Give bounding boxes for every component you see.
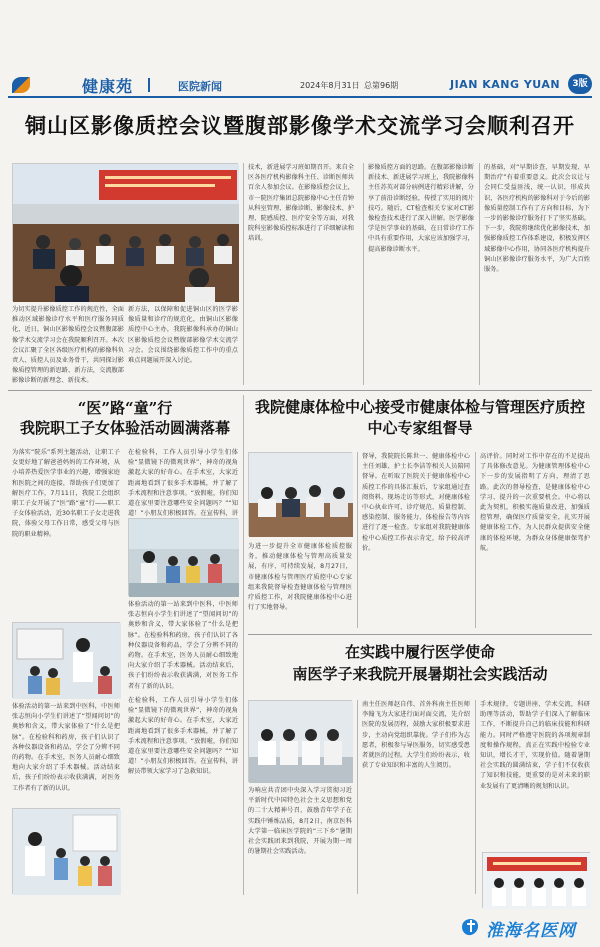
article3-column-2: 督导，我院院长陈世一、健康体检中心主任刘雄、护士长李洁等相关人员陪同督导。在听取了医院关于健康体检中心质控工作的具体汇报后，专家组通过查阅资料、现场走访等形式，对健康体检中心执业许可、诊疗规范、质量控制、感染控制、服务能力、体检报告等内容进行了逐一检查。专家组对我院健康体检中心质控工作表示肯定，给予较高评价。 [362,453,470,552]
column-divider [363,163,364,385]
issue-date: 2024年8月31日 [300,81,360,90]
article1-column-3: 技术，新进展学习班如期召开。来自全区各医疗机构影像科主任、诊断医师共百余人参加会议。在影像质控会议上，市一院医疗集团总院影像中心主任青钟从科室管理、影像诊断、影像技术、护理、院感质控、医疗安全等方面，对我院科室影像质控标准进行了详细解读和培训。 [248,164,354,243]
column-divider [357,700,358,894]
article4-column-2: 南主任医师赵自伟、首外科南主任医师李翰飞为大家进行面对面交流，先介绍医院的发展历程，鼓励大家积极要求进步，主动向党组织靠拢。学子们作为志愿者，积极参与导医服务，切实感受患者就医的过程。大学生们纷纷表示，收获了专业知识和丰富的人生阅历。 [362,701,470,770]
column-divider [243,395,244,895]
article4-headline-line2: 南医学子来我院开展暑期社会实践活动 [292,665,548,683]
column-divider [475,452,476,628]
article4-photo-2 [482,852,590,908]
column-divider [357,452,358,628]
article2-column-2: 在检验科，工作人员引导小学生们体验“显微镜下的微观世界”，神奇的视角激起大家的好奇心。在手术室，大家近距离地看到了很多手术器械，并了解了手术流程和注意事项。“放假啦，你们知道在家里要注意哪些安全问题吗？”“知道！”小朋友们积极回答。在宣传科，讲 [128,449,238,518]
masthead-divider [148,78,150,92]
article2-headline: 我院职工子女体验活动圆满落幕 [19,419,230,437]
section-name: 医院新闻 [178,80,222,93]
article4-headline-line1: 在实践中履行医学使命 [344,643,495,661]
article4-column-1: 为响应共青团中央深入学习贯彻习近平新时代中国特色社会主义思想和党的二十大精神号召，鼓励青年学子在实践中锤炼品质，8月2日，南京医科大学第一临床医学院的“三下乡”暑期社会实践团来到我院，开展为期一周的暑期社会实践活动。 [248,787,352,856]
article3-column-3: 高评价。同时对工作中存在的不足提出了具体修改意见。为健康管理体检中心下一步的发展指明了方向，理清了思路。此次的督导检查，是健康体检中心学习、提升的一次重要机会。中心将以此为契机，积极实施质量改进，加强质控管理，确保医疗质量安全，扎实开展健康体检工作，为人民群众提供安全健康的体检环境，为群众身体健康保驾护航。 [480,453,590,552]
children-in-clinic-image [13,809,121,895]
watermark-logo-icon [458,915,484,939]
masthead [8,72,592,98]
article3-headline [248,397,592,439]
article2-photo-3 [12,808,120,894]
article2-kicker: “医”路“童”行 [77,399,173,417]
section-divider [8,390,592,391]
column-divider [479,163,480,385]
article1-column-6: 的基础，对“早期诊查、早期发现、早期治疗”有着重要意义。此次会议让与会同仁受益匪浅，统一认识，形成共识，各医疗机构的影像科对于今后的影像质量控制工作有了方向和目标，为下一步的影像诊疗服务打下了坚实基础。下一步，我院将继续优化影像技术，加强影像质控工作体系建设，积极发挥区域影像中心作用，协同各医疗机构提升铜山区影像诊疗服务水平，为广大百姓服务。 [484,164,590,274]
article1-column-5: 影像质控方面的思路。在腹部影像诊断新技术、新进展学习班上，我院影像科主任苏英对部分病例进行精彩讲解，分享了前沿诊断经验，传授了实用的阅片技巧。随后，CT检查相关专家对CT影像检查技术进行了深入讲解。医学影像学是医学事业的基础，在日常诊疗工作中具有重要作用，大家应该加强学习，提高影像诊断水平。 [368,164,474,253]
article2-column-5: 在检验科，工作人员引导小学生们体验“显微镜下的微观世界”，神奇的视角激起大家的好奇心。在手术室，大家近距离地看到了很多手术器械，并了解了手术流程和注意事项。“放假啦，你们知道在家里要注意哪些安全问题吗？”“知道！”小朋友们积极回答。在宣传科，讲解员带领大家学习了急救知识。 [128,697,238,776]
expert-meeting-image [249,453,353,537]
article3-column-1: 为进一步提升全市健康体检质控服务，推动健康体检与管理高质量发展，有序、可持续发展，8月27日，市健康体检与管理医疗质控中心专家组来我院督导检查健康体检与管理医疗质控工作，对我院健康体检中心进行了实地督导。 [248,543,352,612]
column-divider [243,163,244,385]
group-photo-banner-image [483,853,591,909]
paper-name: 健康苑 [82,77,134,96]
children-activity-image [129,519,239,597]
conference-room-image [13,164,239,302]
paper-pinyin: JIAN KANG YUAN [450,78,561,91]
article4-photo-1 [248,700,352,782]
article2-column-3: 体验活动的第一站来到中医科，中医师张志恒向小学生们讲述了“望闻问切”的奥妙和含义，带大家体验了“什么是把脉”。在检验科和药房，孩子们认识了各种仪器设备和药品，学会了分辨不同的药物。在手术室，医务人员耐心细致地向大家介绍了手术器械。活动结束后，孩子们纷纷表示收获满满，对医务工作者有了新的认识。 [128,601,238,690]
newspaper-logo [12,75,68,95]
article3-photo [248,452,352,536]
article2-column-1: 为落实“院乐”系列主题活动，让职工子女更好地了解爸爸妈妈的工作环境，从小培养热爱医学事业的兴趣，增强家庭和医院之间的连接，帮助孩子们更加了解医疗工作，7月11日，我院工会组织职工子女开展了“医”路“童”行——职工子女体验活动，近30名职工子女走进我院，体验父母工作日常，感受父母与医院的职业精神。 [12,449,120,538]
article1-caption-column: 为切实提升影像质控工作的规范性，全面推动区域影像诊疗水平和医疗服务同质化，近日，铜山区影像质控会议暨腹部影像学术交流学习会在我院顺利召开。本次会议汇聚了全区各级医疗机构的影像科负责人、质控人员及业务骨干，共同探讨影像质控管理的新思路、新方法，交流腹部影像诊断的新理念、新技术。 [12,306,124,385]
issue-number: 总第96期 [364,81,399,90]
article3-headline-text: 我院健康体检中心接受市健康体检与管理医疗质控中心专家组督导 [254,398,585,437]
article2-photo-2 [12,622,120,698]
student-volunteers-image [249,701,353,783]
logo-swoosh-icon [12,77,30,93]
article4-column-3: 手术规律，专题讲座、学术交流，科研助理等活动，帮助学子们深入了解临床工作，不断提升自己的临床技能和科研能力。同时严格遵守医院的各项规章制度和操作规程，真正在实践中检验专业知识，增长才干，实现价值。随着暑期社会实践的圆满结束，学子们不仅收获了知识和技能，更重要的是对未来的职业发展有了更清晰的规划和认识。 [480,701,590,790]
column-divider [475,700,476,894]
site-watermark [458,913,594,941]
article1-column-2: 新方法，以保障和促进铜山区的医学影像质量和诊疗的规范化，由铜山区影像质控中心主办，我院影像科承办的铜山区影像质控会议暨腹部影像学术交流学习会。会议围绕影像质控工作中的重点难点问题展开深入讨论。 [128,306,238,365]
article2-photo-1 [128,518,238,596]
page-number-badge: 3版 [568,74,592,94]
doctor-with-children-image [13,623,121,699]
article1-photo [12,163,238,301]
section-divider [248,634,592,635]
article1-headline: 铜山区影像质控会议暨腹部影像学术交流学习会顺利召开 [25,113,575,138]
watermark-text: 淮海名医网 [486,921,576,941]
article2-column-4-caption: 体验活动的第一站来到中医科，中医师张志恒向小学生们讲述了“望闻问切”的奥妙和含义，带大家体验了“什么是把脉”。在检验科和药房，孩子们认识了各种仪器设备和药品，学会了分辨不同的药物。在手术室，医务人员耐心细致地向大家介绍了手术器械。活动结束后，孩子们纷纷表示收获满满，对医务工作者有了新的认识。 [12,703,120,792]
